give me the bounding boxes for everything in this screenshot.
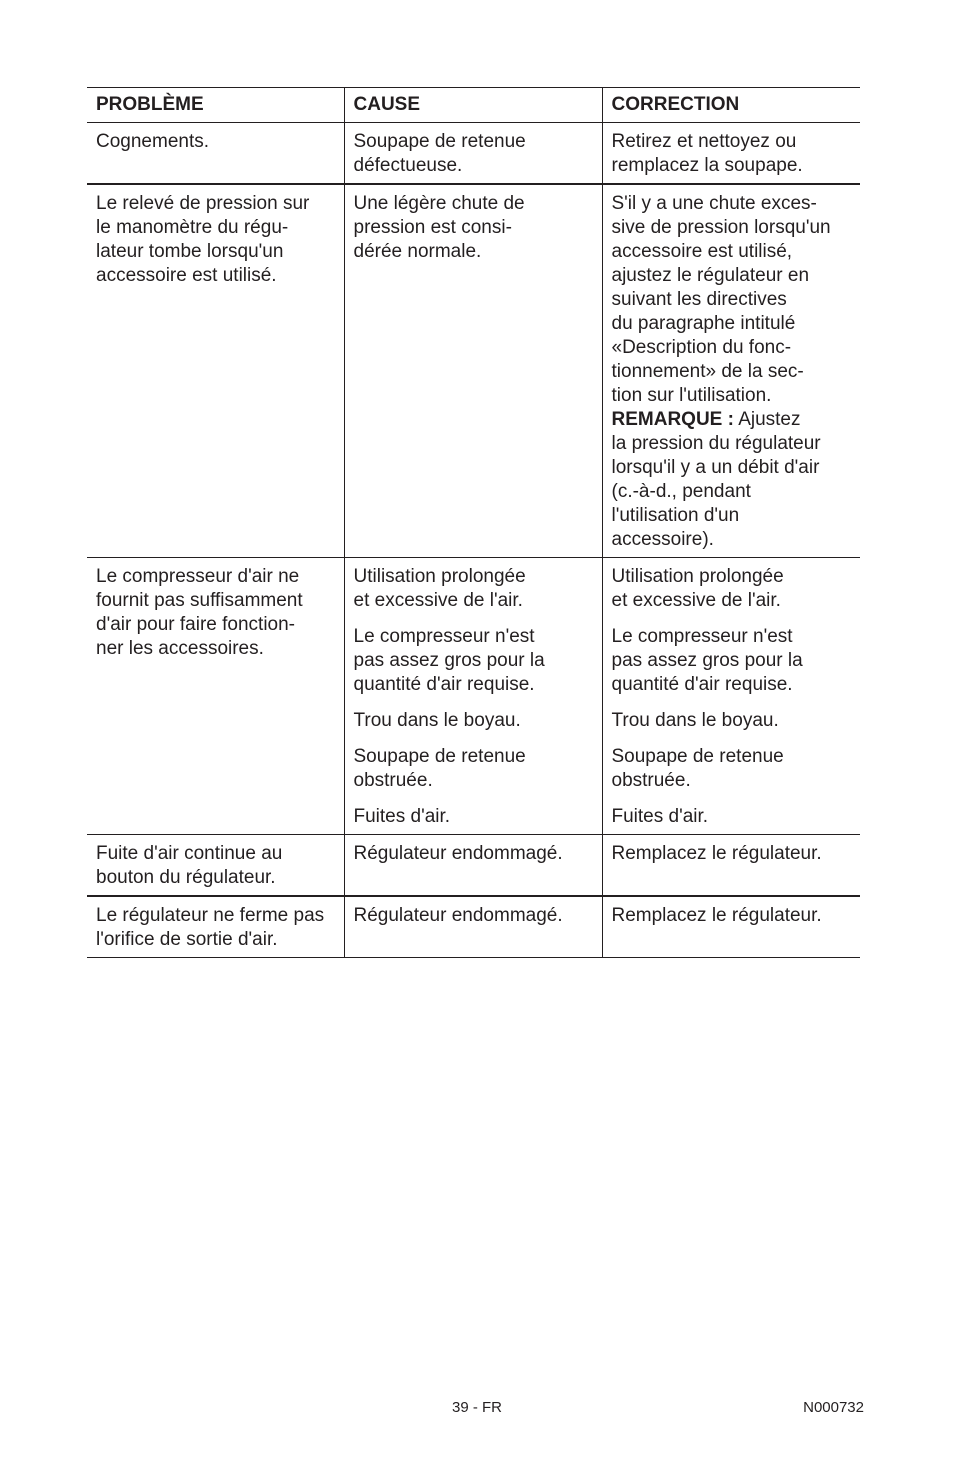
cause-cell bbox=[344, 896, 602, 958]
correction-para bbox=[612, 709, 852, 733]
table-row bbox=[87, 835, 860, 897]
correction-line: Le compresseur n'est bbox=[611, 626, 793, 647]
correction-line: quantité d'air requise. bbox=[611, 674, 793, 695]
correction-line: S'il y a une chute exces- bbox=[611, 193, 817, 214]
problem-cell bbox=[87, 558, 344, 835]
correction-line: Retirez et nettoyez ou bbox=[611, 131, 797, 152]
problem-cell bbox=[87, 896, 344, 958]
cause-line: Régulateur endommagé. bbox=[353, 843, 563, 864]
correction-cell bbox=[602, 896, 860, 958]
cause-para bbox=[354, 745, 593, 793]
table-row bbox=[87, 184, 860, 558]
problem-line: ner les accessoires. bbox=[96, 638, 264, 659]
cause-line: obstruée. bbox=[353, 770, 433, 791]
correction-line: du paragraphe intitulé bbox=[611, 313, 796, 334]
problem-line: le manomètre du régu- bbox=[96, 217, 289, 238]
cause-para bbox=[354, 130, 593, 178]
correction-line: suivant les directives bbox=[611, 289, 787, 310]
table-row bbox=[87, 558, 860, 835]
document-code: N000732 bbox=[803, 1399, 864, 1416]
correction-para bbox=[612, 805, 852, 829]
correction-line: Remplacez le régulateur. bbox=[611, 843, 822, 864]
problem-line: bouton du régulateur. bbox=[96, 867, 276, 888]
correction-line: tion sur l'utilisation. bbox=[611, 385, 772, 406]
note-line: (c.-à-d., pendant bbox=[611, 481, 751, 502]
header-probleme: PROBLÈME bbox=[87, 88, 344, 123]
correction-line: Soupape de retenue bbox=[611, 746, 784, 767]
problem-line: Fuite d'air continue au bbox=[96, 843, 283, 864]
correction-line: sive de pression lorsqu'un bbox=[611, 217, 831, 238]
correction-para bbox=[612, 130, 852, 178]
cause-line: pression est consi- bbox=[353, 217, 512, 238]
correction-line: Utilisation prolongée bbox=[611, 566, 784, 587]
correction-para bbox=[612, 565, 852, 613]
cause-line: Soupape de retenue bbox=[353, 131, 526, 152]
note-first-line bbox=[612, 408, 852, 432]
problem-line: lateur tombe lorsqu'un bbox=[96, 241, 284, 262]
correction-line: «Description du fonc- bbox=[611, 337, 792, 358]
table-row bbox=[87, 123, 860, 185]
cause-cell bbox=[344, 835, 602, 897]
table-header-row bbox=[87, 88, 860, 123]
note-line: lorsqu'il y a un débit d'air bbox=[611, 457, 820, 478]
cause-cell bbox=[344, 184, 602, 558]
correction-line: Remplacez le régulateur. bbox=[611, 905, 822, 926]
problem-line: Cognements. bbox=[96, 131, 210, 152]
problem-line: Le compresseur d'air ne bbox=[96, 566, 300, 587]
page-number: 39 - FR bbox=[451, 1399, 502, 1416]
cause-para bbox=[354, 625, 593, 697]
correction-line: ajustez le régulateur en bbox=[611, 265, 810, 286]
note-line: l'utilisation d'un bbox=[611, 505, 740, 526]
correction-line: accessoire est utilisé, bbox=[611, 241, 793, 262]
cause-line: Trou dans le boyau. bbox=[353, 710, 521, 731]
cause-line: Régulateur endommagé. bbox=[353, 905, 563, 926]
cause-cell bbox=[344, 123, 602, 185]
correction-line: remplacez la soupape. bbox=[611, 155, 803, 176]
table-row bbox=[87, 896, 860, 958]
correction-line: tionnement» de la sec- bbox=[611, 361, 804, 382]
cause-line: Soupape de retenue bbox=[353, 746, 526, 767]
cause-line: Fuites d'air. bbox=[353, 806, 451, 827]
note-label: REMARQUE : bbox=[611, 409, 734, 430]
note-line: accessoire). bbox=[611, 529, 714, 550]
cause-line: dérée normale. bbox=[353, 241, 482, 262]
note-line: la pression du régulateur bbox=[611, 433, 821, 454]
problem-cell bbox=[87, 184, 344, 558]
problem-line: fournit pas suffisamment bbox=[96, 590, 303, 611]
cause-para bbox=[354, 565, 593, 613]
correction-line: Trou dans le boyau. bbox=[611, 710, 779, 731]
header-correction: CORRECTION bbox=[602, 88, 860, 123]
cause-para bbox=[354, 192, 593, 264]
correction-para bbox=[612, 625, 852, 697]
cause-para bbox=[354, 805, 593, 829]
header-cause: CAUSE bbox=[344, 88, 602, 123]
troubleshooting-table bbox=[87, 87, 860, 958]
cause-line: et excessive de l'air. bbox=[353, 590, 523, 611]
correction-line: pas assez gros pour la bbox=[611, 650, 803, 671]
correction-para bbox=[612, 745, 852, 793]
problem-line: accessoire est utilisé. bbox=[96, 265, 277, 286]
cause-line: Une légère chute de bbox=[353, 193, 525, 214]
correction-cell bbox=[602, 835, 860, 897]
correction-line: obstruée. bbox=[611, 770, 691, 791]
cause-line: pas assez gros pour la bbox=[353, 650, 545, 671]
problem-cell bbox=[87, 123, 344, 185]
cause-line: Utilisation prolongée bbox=[353, 566, 526, 587]
correction-cell bbox=[602, 184, 860, 558]
cause-line: Le compresseur n'est bbox=[353, 626, 535, 647]
correction-cell bbox=[602, 123, 860, 185]
problem-line: l'orifice de sortie d'air. bbox=[96, 929, 278, 950]
cause-line: défectueuse. bbox=[353, 155, 463, 176]
cause-line: quantité d'air requise. bbox=[353, 674, 535, 695]
problem-line: Le régulateur ne ferme pas bbox=[96, 905, 325, 926]
problem-line: d'air pour faire fonction- bbox=[96, 614, 296, 635]
correction-cell bbox=[602, 558, 860, 835]
note-line: Ajustez bbox=[738, 409, 801, 430]
cause-cell bbox=[344, 558, 602, 835]
correction-line: et excessive de l'air. bbox=[611, 590, 781, 611]
cause-para bbox=[354, 709, 593, 733]
correction-line: Fuites d'air. bbox=[611, 806, 709, 827]
problem-cell bbox=[87, 835, 344, 897]
problem-line: Le relevé de pression sur bbox=[96, 193, 310, 214]
